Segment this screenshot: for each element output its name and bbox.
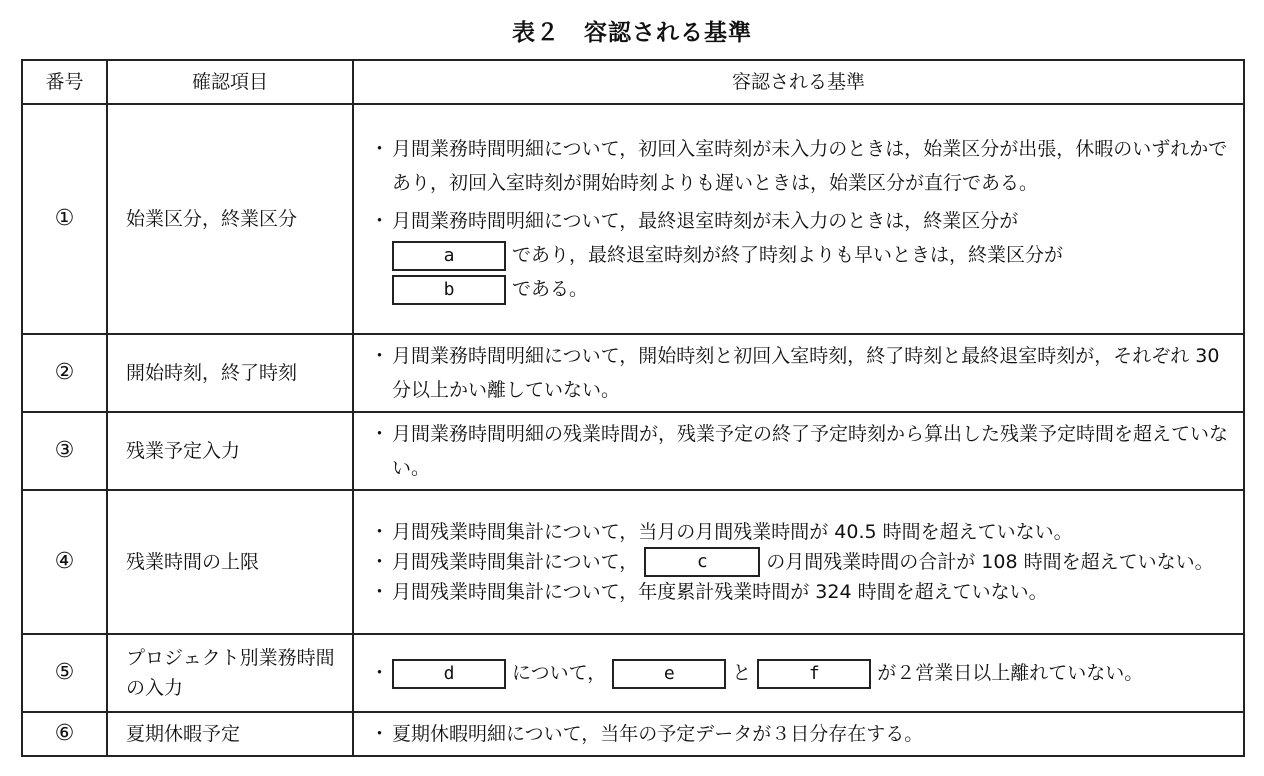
- blank-box-b: b: [392, 275, 506, 305]
- row-number: ③: [22, 412, 107, 490]
- check-item: 始業区分，終業区分: [107, 104, 353, 334]
- header-item: 確認項目: [107, 60, 353, 104]
- criteria-bullet: ・ 月間業務時間明細について，開始時刻と初回入室時刻，終了時刻と最終退室時刻が，それぞれ 30 分以上かい離していない。: [370, 345, 1220, 401]
- check-item: 残業予定入力: [107, 412, 353, 490]
- criteria-bullet: ・ 月間業務時間明細の残業時間が，残業予定の終了予定時刻から算出した残業予定時間を超えていない。: [370, 423, 1229, 479]
- header-num: 番号: [22, 60, 107, 104]
- header-row: [22, 60, 1244, 104]
- table-row: [22, 104, 1244, 334]
- row-number: ⑥: [22, 712, 107, 756]
- criteria-cell: [353, 334, 1244, 412]
- criteria-bullet: ・ d について， e と f が２営業日以上離れていない。: [370, 656, 1233, 690]
- header-criteria: 容認される基準: [353, 60, 1244, 104]
- blank-box-f: f: [757, 659, 871, 689]
- criteria-cell: [353, 412, 1244, 490]
- table-row: [22, 490, 1244, 634]
- check-item: プロジェクト別業務時間の入力: [107, 634, 353, 712]
- criteria-cell: [353, 712, 1244, 756]
- criteria-bullet: ・ 月間業務時間明細について，初回入室時刻が未入力のときは，始業区分が出張，休暇のいずれかであり，初回入室時刻が開始時刻よりも遅いときは，始業区分が直行である。: [370, 138, 1228, 194]
- row-number: ④: [22, 490, 107, 634]
- criteria-bullet: ・ 月間残業時間集計について， c の月間残業時間の合計が 108 時間を超えていない。: [370, 547, 1233, 578]
- criteria-bullet: ・ 月間残業時間集計について，年度累計残業時間が 324 時間を超えていない。: [370, 581, 1048, 604]
- table-title: 表２ 容認される基準: [512, 20, 752, 46]
- row-number: ②: [22, 334, 107, 412]
- check-item: 開始時刻，終了時刻: [107, 334, 353, 412]
- criteria-bullet: ・ 月間業務時間明細について，最終退室時刻が未入力のときは，終業区分が a であり，最終退室時刻が終了時刻よりも早いときは，終業区分が b である。: [370, 204, 1233, 306]
- blank-box-a: a: [392, 241, 506, 271]
- blank-box-e: e: [612, 659, 726, 689]
- check-item: 残業時間の上限: [107, 490, 353, 634]
- table-row: [22, 412, 1244, 490]
- criteria-table: [21, 59, 1245, 757]
- check-item: 夏期休暇予定: [107, 712, 353, 756]
- criteria-bullet: ・ 月間残業時間集計について，当月の月間残業時間が 40.5 時間を超えていない。: [370, 520, 1073, 543]
- row-number: ①: [22, 104, 107, 334]
- table-row: [22, 712, 1244, 756]
- criteria-cell: [353, 634, 1244, 712]
- row-number: ⑤: [22, 634, 107, 712]
- table-row: [22, 334, 1244, 412]
- criteria-bullet: ・ 夏期休暇明細について，当年の予定データが３日分存在する。: [370, 723, 924, 745]
- table-row: [22, 634, 1244, 712]
- blank-box-c: c: [644, 547, 760, 577]
- blank-box-d: d: [392, 659, 506, 689]
- criteria-cell: [353, 104, 1244, 334]
- criteria-cell: [353, 490, 1244, 634]
